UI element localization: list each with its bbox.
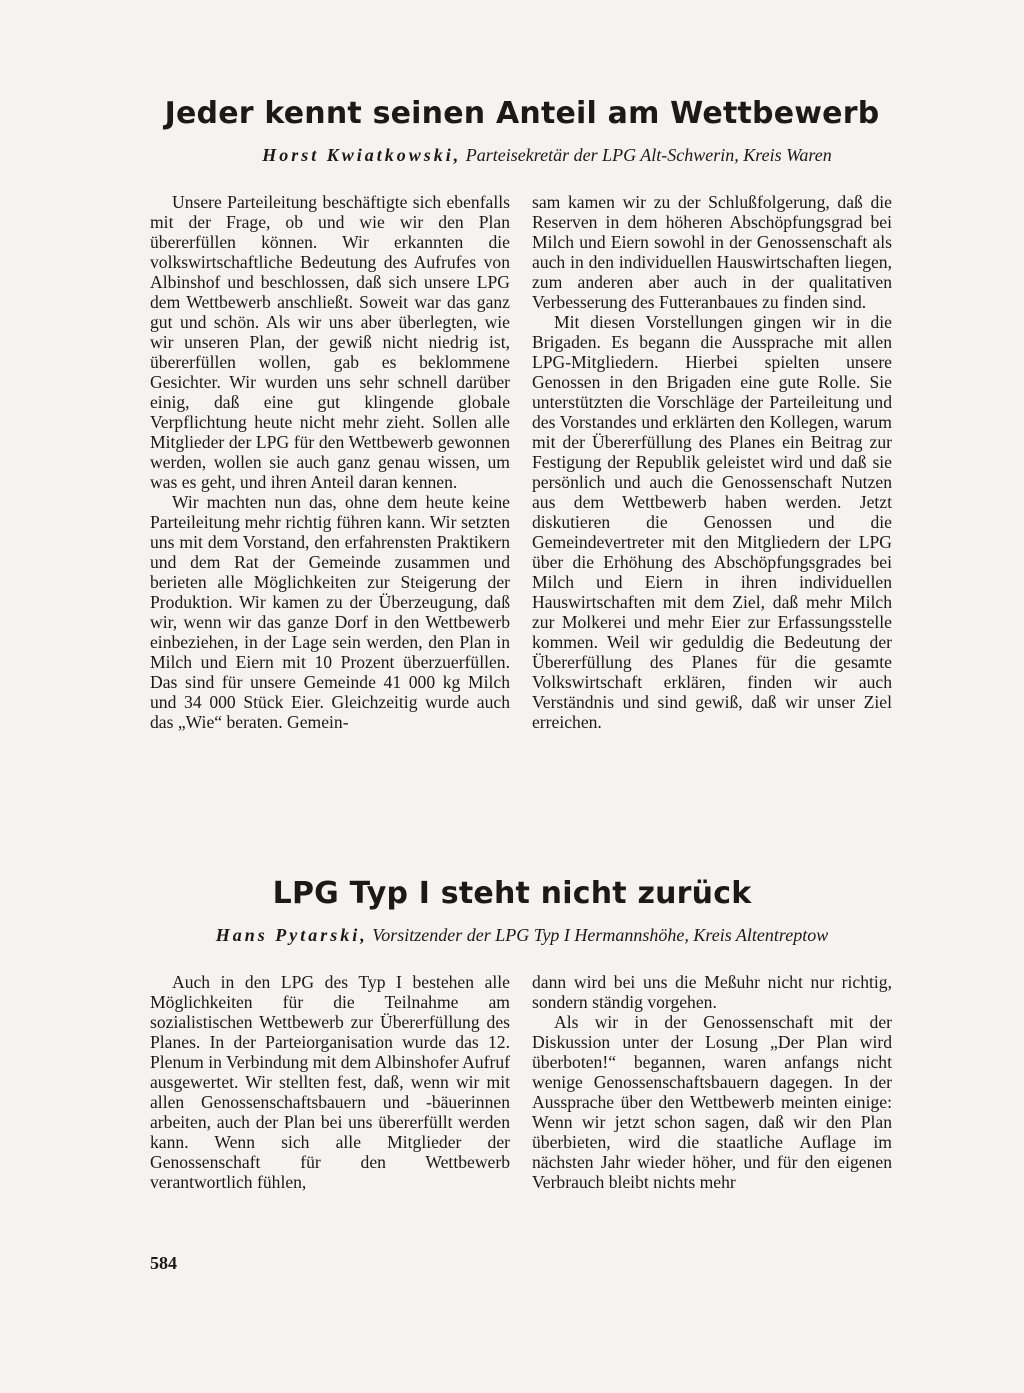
article-headline: Jeder kennt seinen Anteil am Wettbewerb	[164, 96, 880, 131]
article-wettbewerb-anteil	[0, 96, 1024, 732]
paragraph-continuation: dann wird bei uns die Meßuhr nicht nur richtig, sondern ständig vorgehen.	[532, 972, 892, 1012]
paragraph-continuation: sam kamen wir zu der Schlußfolgerung, daß die Reserven in dem höheren Abschöpfungsgrad bei Milch und Eiern sowohl in der Genossenschaft als auch in den individuellen Hauswirtschaften liegen, zum anderen aber auch in der qualitativen Verbesserung des Futteranbaues zu finden sind.	[532, 192, 892, 312]
author-name: Horst Kwiatkowski,	[262, 145, 462, 165]
page-number: 584	[150, 1253, 177, 1273]
article-headline: LPG Typ I steht nicht zurück	[272, 876, 752, 911]
author-role: Parteisekretär der LPG Alt-Schwerin, Kreis Waren	[465, 145, 832, 165]
article-lpg-typ-i	[0, 876, 1024, 1192]
paragraph: Als wir in der Genossenschaft mit der Diskussion unter der Losung „Der Plan wird überboten!“ begannen, waren anfangs nicht wenige Genossenschaftsbauern dagegen. In der Aussprache über den Wettbewerb meinten einige: Wenn wir jetzt schon sagen, daß wir den Plan überbieten, wird die staatliche Auflage im nächsten Jahr wieder höher, und für den eigenen Verbrauch bleibt nichts mehr	[532, 1012, 892, 1192]
text-column-right	[532, 972, 892, 1192]
paragraph: Unsere Parteileitung beschäftigte sich ebenfalls mit der Frage, ob und wie wir den Plan übererfüllen können. Wir erkannten die volkswirtschaftliche Bedeutung des Aufrufes von Albinshof und beschlossen, daß sich unsere LPG dem Wettbewerb anschließt. Soweit war das ganz gut und schön. Als wir uns aber überlegten, wie wir unseren Plan, der gewiß nicht niedrig ist, übererfüllen wollen, gab es beklommene Gesichter. Wir wurden uns sehr schnell darüber einig, daß eine gut klingende globale Verpflichtung heute nicht mehr zieht. Sollen alle Mitglieder der LPG für den Wettbewerb gewonnen werden, wollen sie auch ganz genau wissen, um was es geht, und ihren Anteil daran kennen.	[150, 192, 510, 492]
paragraph: Auch in den LPG des Typ I bestehen alle Möglichkeiten für die Teilnahme am sozialistischen Wettbewerb zur Übererfüllung des Planes. In der Parteiorganisation wurde das 12. Plenum in Verbindung mit dem Albinshofer Aufruf ausgewertet. Wir stellten fest, daß, wenn wir mit allen Genossenschaftsbauern und -bäuerinnen arbeiten, auch der Plan bei uns übererfüllt werden kann. Wenn sich alle Mitglieder der Genossenschaft für den Wettbewerb verantwortlich fühlen,	[150, 972, 510, 1192]
text-column-left	[150, 192, 510, 732]
article-byline	[0, 925, 1024, 946]
paragraph: Mit diesen Vorstellungen gingen wir in die Brigaden. Es begann die Aussprache mit allen LPG-Mitgliedern. Hierbei spielten unsere Genossen in den Brigaden eine gute Rolle. Sie unterstützten die Vorschläge der Parteileitung und des Vorstandes und erklärten den Kollegen, warum mit der Übererfüllung des Planes ein Beitrag zur Festigung der Republik geleistet wird und daß sie persönlich und auch die Genossenschaft Nutzen aus dem Wettbewerb haben werden. Jetzt diskutieren die Genossen und die Gemeindevertreter mit den Mitgliedern der LPG über die Erhöhung des Abschöpfungsgrades bei Milch und Eiern in ihren individuellen Hauswirtschaften mit dem Ziel, daß mehr Milch zur Molkerei und mehr Eier zur Erfassungsstelle kommen. Weil wir geduldig die Bedeutung der Übererfüllung des Planes für die gesamte Volkswirtschaft erklären, finden wir auch Verständnis und sind gewiß, daß wir unser Ziel erreichen.	[532, 312, 892, 732]
text-column-left	[150, 972, 510, 1192]
paragraph: Wir machten nun das, ohne dem heute keine Parteileitung mehr richtig führen kann. Wir setzten uns mit dem Vorstand, den erfahrensten Praktikern und dem Rat der Gemeinde zusammen und berieten alle Möglichkeiten zur Steigerung der Produktion. Wir kamen zu der Überzeugung, daß wir, wenn wir das ganze Dorf in den Wettbewerb einbeziehen, in der Lage sein werden, den Plan in Milch und Eiern mit 10 Prozent überzuerfüllen. Das sind für unsere Gemeinde 41 000 kg Milch und 34 000 Stück Eier. Gleichzeitig wurde auch das „Wie“ beraten. Gemein-	[150, 492, 510, 732]
article-byline	[0, 145, 1024, 166]
author-role: Vorsitzender der LPG Typ I Hermannshöhe, Kreis Altentreptow	[372, 925, 829, 945]
text-column-right	[532, 192, 892, 732]
author-name: Hans Pytarski,	[215, 925, 368, 945]
